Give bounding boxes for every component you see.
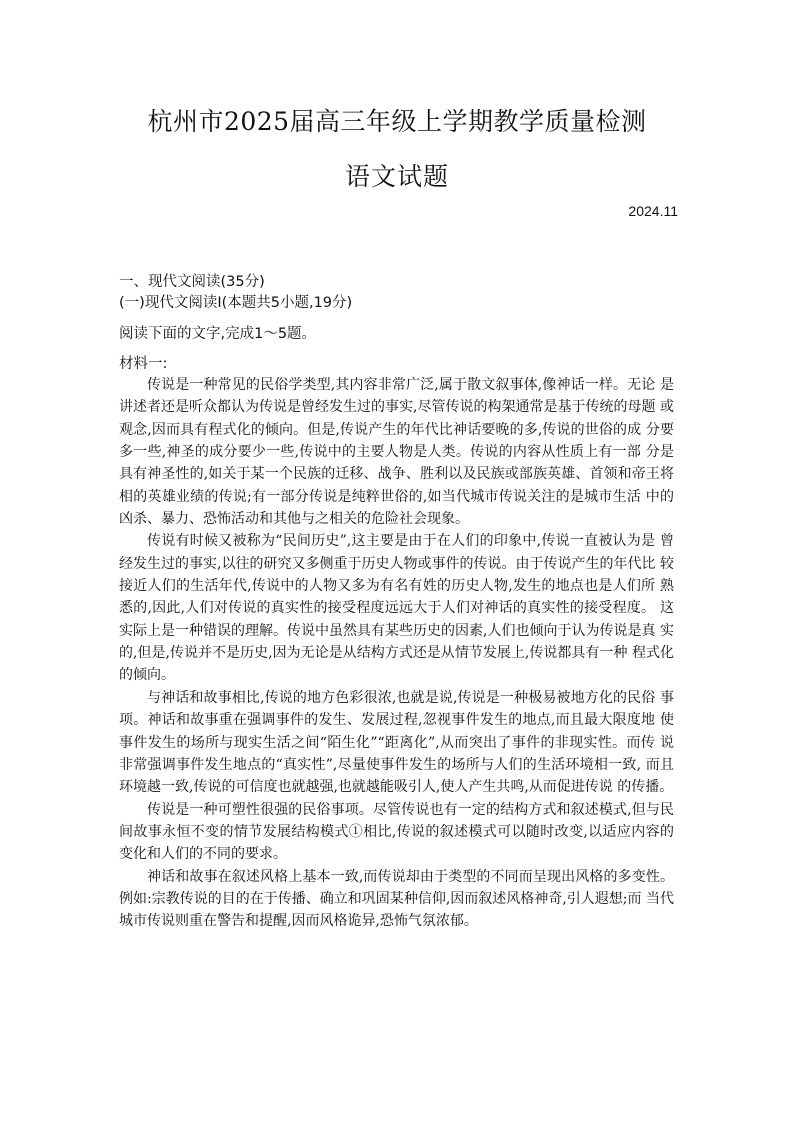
paragraph: 传说是一种可塑性很强的民俗事项。尽管传说也有一定的结构方式和叙述模式,但与民 间故事永恒不变的情节发展结构模式①相比,传说的叙述模式可以随时改变,以适应内容的 变化和人们的不同的要求。 <box>119 801 674 863</box>
section-heading: 一、现代文阅读(35分) <box>119 274 265 290</box>
paragraph: 神话和故事在叙述风格上基本一致,而传说却由于类型的不同而呈现出风格的多变性。 例如:宗教传说的目的在于传播、确立和巩固某种信仰,因而叙述风格神奇,引人遐想;而 当代城市传说则重在警告和提醒,因而风格诡异,恐怖气氛浓郁。 <box>119 868 674 930</box>
material-label: 材料一: <box>119 356 168 372</box>
paragraph: 传说是一种常见的民俗学类型,其内容非常广泛,属于散文叙事体,像神话一样。无论 是讲述者还是听众都认为传说是曾经发生过的事实,尽管传说的构架通常是基于传统的母题 或观念,因而具有程式化的倾向。但是,传说产生的年代比神话要晚的多,传说的世俗的成 分要多一些,神圣的成分要少一些,传说中的主要人物是人类。传说的内容从性质上有一部 分是具有神圣性的,如关于某一个民族的迁移、战争、胜利以及民族或部族英雄、首领和帝王将相的英雄业绩的传说;有一部分传说是纯粹世俗的,如当代城市传说关注的是城市生活 中的凶杀、暴力、恐怖活动和其他与之相关的危险社会现象。 <box>119 377 674 528</box>
reading-instruction: 阅读下面的文字,完成1～5题。 <box>119 326 317 342</box>
paragraph: 与神话和故事相比,传说的地方色彩很浓,也就是说,传说是一种极易被地方化的民俗 事项。神话和故事重在强调事件的发生、发展过程,忽视事件发生的地点,而且最大限度地 使事件发生的场所与现实生活之间“陌生化”“距离化”,从而突出了事件的非现实性。而传 说非常强调事件发生地点的“真实性”,尽量使事件发生的场所与人们的生活环境相一致, 而且环境越一致,传说的可信度也就越强,也就越能吸引人,使人产生共鸣,从而促进传说 的传播。 <box>119 689 674 796</box>
material-body <box>119 374 674 933</box>
exam-subtitle: 语文试题 <box>344 162 449 191</box>
subsection-heading: (一)现代文阅读Ⅰ(本题共5小题,19分) <box>119 295 353 311</box>
exam-title: 杭州市2025届高三年级上学期教学质量检测 <box>147 107 647 136</box>
exam-date: 2024.11 <box>628 203 678 219</box>
paragraph: 传说有时候又被称为“民间历史”,这主要是由于在人们的印象中,传说一直被认为是 曾经发生过的事实,以往的研究又多侧重于历史人物或事件的传说。由于传说产生的年代比 较接近人们的生活年代,传说中的人物又多为有名有姓的历史人物,发生的地点也是人们所 熟悉的,因此,人们对传说的真实性的接受程度远远大于人们对神话的真实性的接受程度。 这实际上是一种错误的理解。传说中虽然具有某些历史的因素,人们也倾向于认为传说是真 实的,但是,传说并不是历史,因为无论是从结构方式还是从情节发展上,传说都具有一种 程式化的倾向。 <box>119 533 674 684</box>
